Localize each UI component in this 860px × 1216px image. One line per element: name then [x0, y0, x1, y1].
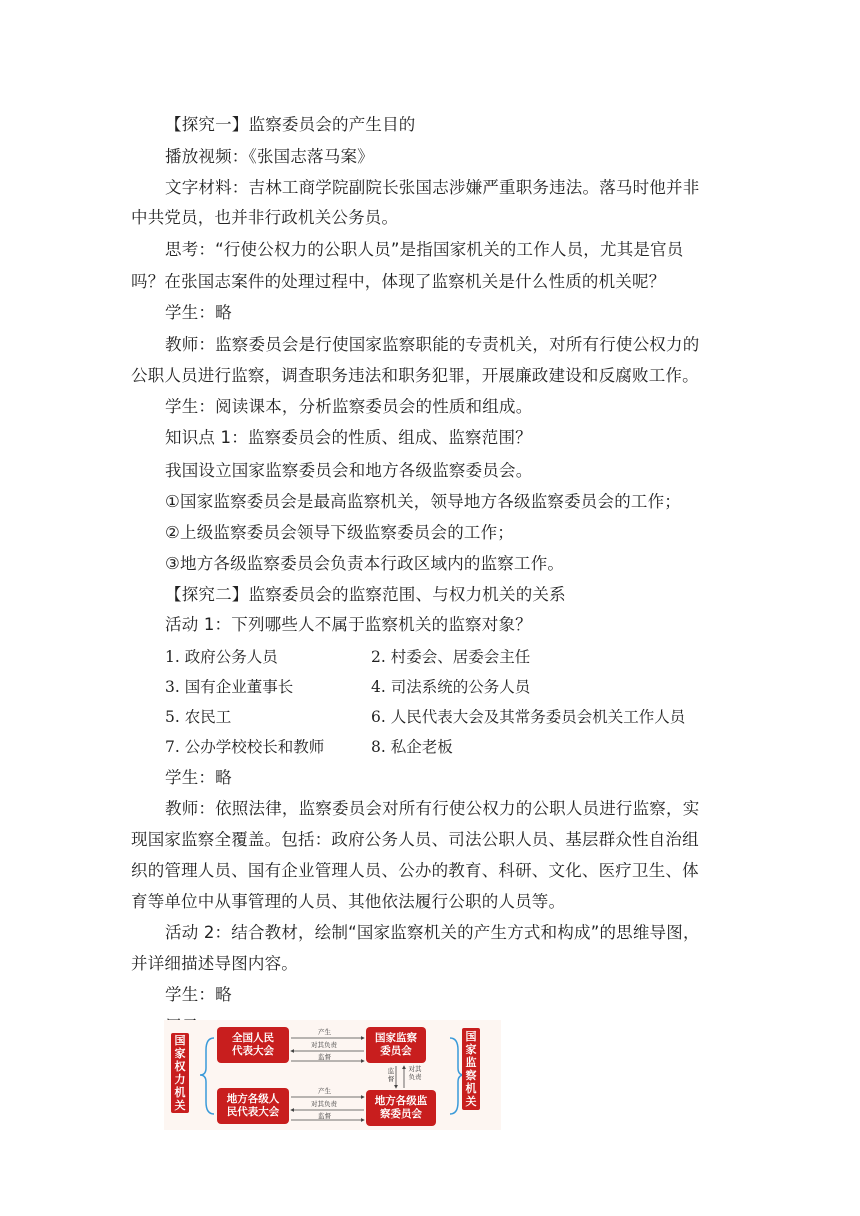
material-line-1: 文字材料：吉林工商学院副院长张国志涉嫌严重职务违法。落马时他并非 — [165, 178, 700, 197]
point-3: ③地方各级监察委员会负责本行政区域内的监察工作。 — [165, 554, 565, 573]
video-line: 播放视频：《张国志落马案》 — [165, 147, 374, 166]
list-item: 4. 司法系统的公务人员 — [371, 678, 531, 696]
left-vertical-label: 国家权力机关 — [171, 1033, 189, 1113]
list-item: 7. 公办学校校长和教师 — [165, 738, 325, 756]
activity-2-line-2: 并详细描述导图内容。 — [131, 954, 298, 973]
teacher-line-6: 育等单位中从事管理的人员、其他依法履行公职的人员等。 — [131, 892, 566, 911]
teacher-line-5: 织的管理人员、国有企业管理人员、公办的教育、科研、文化、医疗卫生、体 — [131, 861, 699, 880]
list-item: 5. 农民工 — [165, 708, 232, 726]
list-item: 6. 人民代表大会及其常务委员会机关工作人员 — [371, 708, 686, 726]
list-item: 2. 村委会、居委会主任 — [371, 648, 531, 666]
local-supervision-commission-node: 地方各级监察委员会 — [366, 1090, 436, 1126]
knowledge-point-1: 知识点 1：监察委员会的性质、组成、监察范围？ — [165, 428, 532, 447]
national-supervision-commission-node: 国家监察委员会 — [366, 1027, 426, 1063]
point-2: ②上级监察委员会领导下级监察委员会的工作； — [165, 523, 514, 542]
mind-map-diagram — [164, 1020, 501, 1130]
activity-2-line-1: 活动 2：结合教材，绘制“国家监察机关的产生方式和构成”的思维导图， — [165, 923, 700, 942]
diagram-connectors — [164, 1020, 501, 1130]
point-1: ①国家监察委员会是最高监察机关，领导地方各级监察委员会的工作； — [165, 492, 681, 511]
teacher-line-4: 现国家监察全覆盖。包括：政府公务人员、司法公职人员、基层群众性自治组 — [131, 830, 699, 849]
teacher-line-3: 教师：依照法律，监察委员会对所有行使公权力的公职人员进行监察，实 — [165, 799, 700, 818]
right-vertical-label: 国家监察机关 — [462, 1028, 480, 1110]
establish-line: 我国设立国家监察委员会和地方各级监察委员会。 — [165, 461, 533, 480]
label-supervise-top: 监督 — [318, 1053, 331, 1061]
student-line-4: 学生：略 — [165, 985, 232, 1004]
npc-node: 全国人民代表大会 — [217, 1027, 289, 1063]
student-line-3: 学生：略 — [165, 768, 232, 787]
think-line-2: 吗？在张国志案件的处理过程中，体现了监察机关是什么性质的机关呢？ — [131, 272, 666, 291]
heading-inquiry-two: 【探究二】监察委员会的监察范围、与权力机关的关系 — [165, 585, 566, 604]
label-vertical-responsible: 对其负责 — [408, 1065, 422, 1081]
list-item: 8. 私企老板 — [371, 738, 453, 756]
teacher-line-2: 公职人员进行监察，调查职务违法和职务犯罪，开展廉政建设和反腐败工作。 — [131, 366, 699, 385]
student-line-1: 学生：略 — [165, 303, 232, 322]
label-supervise-bottom: 监督 — [318, 1112, 331, 1120]
label-produce-bottom: 产生 — [318, 1087, 331, 1095]
list-item: 3. 国有企业董事长 — [165, 678, 294, 696]
material-line-2: 中共党员，也并非行政机关公务员。 — [131, 208, 399, 227]
list-item: 1. 政府公务人员 — [165, 648, 278, 666]
label-vertical-supervise: 监督 — [387, 1067, 395, 1083]
teacher-line-1: 教师：监察委员会是行使国家监察职能的专责机关，对所有行使公权力的 — [165, 335, 700, 354]
local-pc-node: 地方各级人民代表大会 — [217, 1088, 289, 1124]
label-responsible-top: 对其负责 — [311, 1041, 337, 1049]
heading-inquiry-one: 【探究一】监察委员会的产生目的 — [165, 115, 416, 134]
think-line-1: 思考：“行使公权力的公职人员”是指国家机关的工作人员，尤其是官员 — [165, 240, 684, 259]
student-line-2: 学生：阅读课本，分析监察委员会的性质和组成。 — [165, 397, 533, 416]
activity-1: 活动 1：下列哪些人不属于监察机关的监察对象？ — [165, 615, 532, 634]
label-produce-top: 产生 — [318, 1028, 331, 1036]
label-responsible-bottom: 对其负责 — [311, 1100, 337, 1108]
